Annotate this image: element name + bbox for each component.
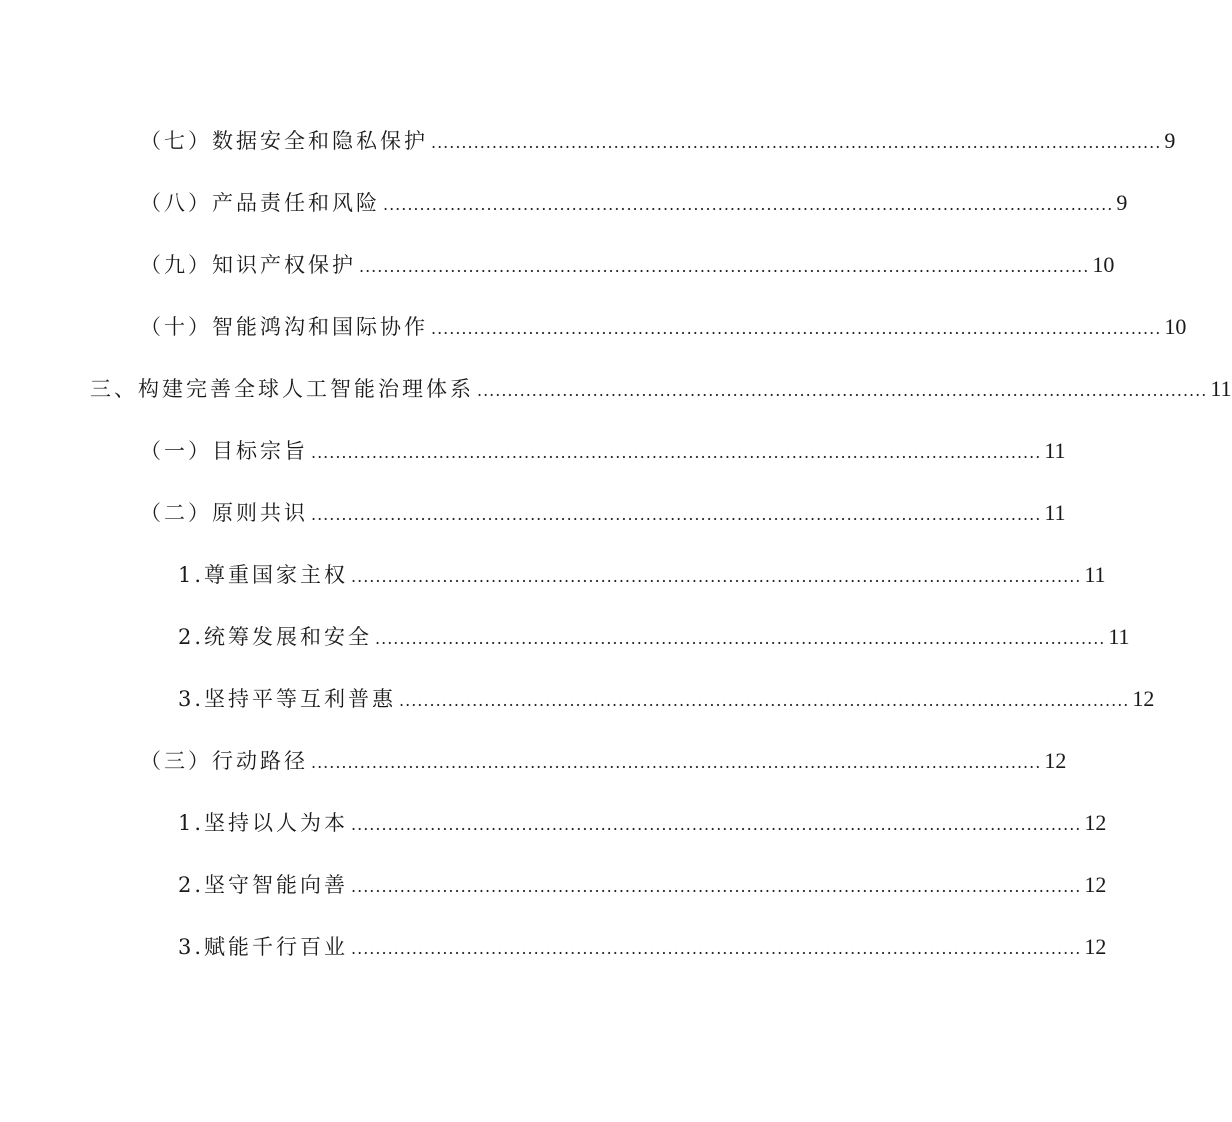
toc-entry[interactable] bbox=[140, 124, 1176, 158]
toc-entry-title: 2.统筹发展和安全 bbox=[178, 625, 373, 649]
toc-entry-page: 11 bbox=[1210, 376, 1232, 401]
toc-entry-title: （一）目标宗旨 bbox=[140, 439, 308, 463]
toc-leader-dots: ........................................................................................................................ bbox=[399, 691, 1130, 710]
toc-entry[interactable] bbox=[178, 620, 1130, 654]
toc-leader-dots: ........................................................................................................................ bbox=[431, 133, 1162, 152]
toc-leader-dots: ........................................................................................................................ bbox=[311, 505, 1042, 524]
toc-entry-page: 12 bbox=[1084, 872, 1107, 897]
toc-entry[interactable] bbox=[140, 744, 1067, 778]
toc-leader-dots: ........................................................................................................................ bbox=[431, 319, 1162, 338]
toc-entry-page: 12 bbox=[1084, 810, 1107, 835]
toc-entry-page: 10 bbox=[1164, 314, 1187, 339]
toc-entry-title: 3.坚持平等互利普惠 bbox=[178, 687, 397, 711]
toc-leader-dots: ........................................................................................................................ bbox=[351, 567, 1082, 586]
toc-entry-page: 10 bbox=[1092, 252, 1115, 277]
toc-leader-dots: ........................................................................................................................ bbox=[311, 443, 1042, 462]
toc-leader-dots: ........................................................................................................................ bbox=[383, 195, 1114, 214]
toc-leader-dots: ........................................................................................................................ bbox=[359, 257, 1090, 276]
toc-entry[interactable] bbox=[178, 868, 1107, 902]
toc-entry[interactable] bbox=[140, 248, 1115, 282]
toc-entry[interactable] bbox=[140, 434, 1066, 468]
toc-entry-page: 9 bbox=[1164, 128, 1176, 153]
toc-leader-dots: ........................................................................................................................ bbox=[351, 939, 1082, 958]
toc-entry-title: 3.赋能千行百业 bbox=[178, 935, 349, 959]
toc-leader-dots: ........................................................................................................................ bbox=[477, 381, 1208, 400]
toc-entry[interactable] bbox=[140, 186, 1128, 220]
toc-entry-title: 2.坚守智能向善 bbox=[178, 873, 349, 897]
toc-entry-page: 11 bbox=[1044, 438, 1066, 463]
toc-entry-page: 11 bbox=[1084, 562, 1106, 587]
toc-entry-title: 1.坚持以人为本 bbox=[178, 811, 349, 835]
toc-entry[interactable] bbox=[178, 806, 1107, 840]
toc-entry-page: 11 bbox=[1044, 500, 1066, 525]
toc-entry[interactable] bbox=[140, 496, 1066, 530]
toc-entry-title: （七）数据安全和隐私保护 bbox=[140, 129, 428, 153]
toc-entry[interactable] bbox=[178, 930, 1107, 964]
toc-entry-title: 三、构建完善全球人工智能治理体系 bbox=[90, 377, 474, 401]
toc-entry-title: （十）智能鸿沟和国际协作 bbox=[140, 315, 428, 339]
toc-entry[interactable] bbox=[178, 558, 1106, 592]
toc-entry-page: 12 bbox=[1044, 748, 1067, 773]
toc-entry[interactable] bbox=[178, 682, 1155, 716]
toc-entry-page: 11 bbox=[1108, 624, 1130, 649]
toc-entry-page: 9 bbox=[1116, 190, 1128, 215]
toc-leader-dots: ........................................................................................................................ bbox=[351, 877, 1082, 896]
toc-leader-dots: ........................................................................................................................ bbox=[375, 629, 1106, 648]
toc-leader-dots: ........................................................................................................................ bbox=[311, 753, 1042, 772]
toc-entry[interactable] bbox=[90, 372, 1232, 406]
toc-entry-title: （九）知识产权保护 bbox=[140, 253, 356, 277]
toc-entry-page: 12 bbox=[1132, 686, 1155, 711]
toc-entry-title: （二）原则共识 bbox=[140, 501, 308, 525]
toc-entry-title: （三）行动路径 bbox=[140, 749, 308, 773]
toc-leader-dots: ........................................................................................................................ bbox=[351, 815, 1082, 834]
toc-entry-title: 1.尊重国家主权 bbox=[178, 563, 349, 587]
toc-entry[interactable] bbox=[140, 310, 1187, 344]
toc-entry-page: 12 bbox=[1084, 934, 1107, 959]
toc-entry-title: （八）产品责任和风险 bbox=[140, 191, 380, 215]
